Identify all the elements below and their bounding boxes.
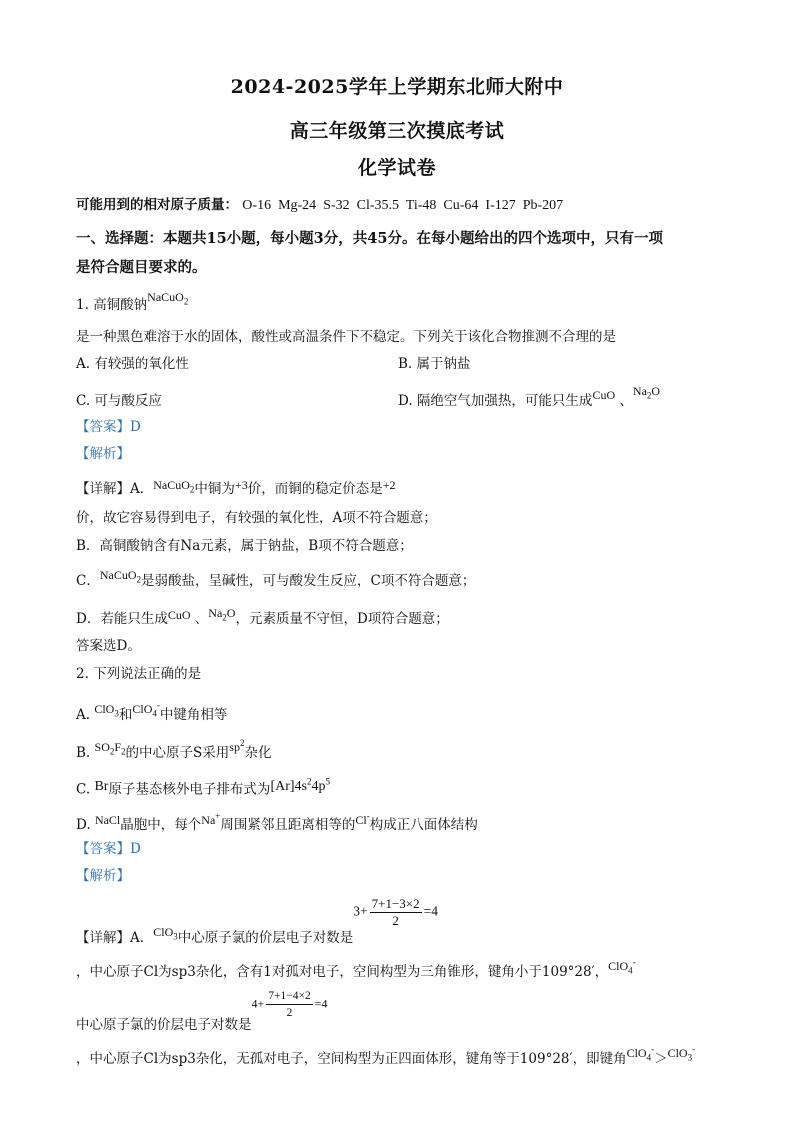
q2-analysis-label: 【解析】 (76, 868, 130, 884)
q2-option-a: A. ClO$_3$和ClO$_4$-中键角相等 (76, 700, 228, 723)
header-exam: 高三年级第三次摸底考试 (289, 120, 505, 142)
q1-detail-d: D．若能只生成CuO 、$Na_2O$，元素质量不守恒，D项符合题意； (76, 606, 449, 627)
section-heading: 一、选择题：本题共15小题，每小题3分，共45分。在每小题给出的四个选项中，只有一项 (76, 230, 663, 247)
q1-analysis-label: 【解析】 (76, 446, 130, 462)
q1-stem: 1. 高铜酸钠NaCuO$_2$ (76, 290, 189, 313)
header-school: 2024-2025学年上学期东北师大附中 (230, 76, 564, 98)
q1-option-c: C. 可与酸反应 (76, 393, 162, 409)
q1-conclusion: 答案选D。 (76, 638, 141, 654)
formula-fraction: 3+ $\frac{7+1-3\times 2}{2}$ =4 (353, 896, 439, 928)
q2-detail-a-line3: 中心原子氯的价层电子对数是4+ $\frac{7+1-4\times 2}{2}$ =4 (76, 990, 328, 1034)
q1-option-b: B. 属于钠盐 (398, 356, 471, 372)
q1-option-a: A. 有较强的氧化性 (76, 356, 189, 372)
q1-answer: 【答案】D (76, 419, 141, 435)
header-subject: 化学试卷 (357, 157, 436, 179)
section-heading-cont: 是符合题目要求的。 (76, 259, 207, 276)
q1-option-d: D. 隔绝空气加强热，可能只生成CuO 、$Na_2O$ (398, 384, 661, 409)
formula-fraction-2: 4+ $\frac{7+1-4\times 2}{2}$ =4 (251, 990, 328, 1019)
atomic-masses: 可能用到的相对原子质量： O-16 Mg-24 S-32 Cl-35.5 Ti-48 Cu-64 I-127 Pb-207 (76, 197, 564, 213)
q2-option-d: D. NaCl晶胞中，每个Na+周围紧邻且距离相等的Cl-构成正八面体结构 (76, 811, 478, 833)
q2-option-b: B. $SO_2F_2$的中心原子S采用$sp^2$杂化 (76, 738, 272, 761)
q1-detail-b: B．高铜酸钠含有Na元素，属于钠盐，B项不符合题意； (76, 538, 413, 554)
q1-detail-a-cont: 价，故它容易得到电子，有较强的氧化性，A项不符合题意； (76, 510, 437, 526)
q1-detail-a: 【详解】A．NaCuO$_2$中铜为+3价，而铜的稳定价态是+2 (76, 478, 396, 497)
q1-stem-cont: 是一种黑色难溶于水的固体，酸性或高温条件下不稳定。下列关于该化合物推测不合理的是 (76, 329, 616, 345)
q2-detail-a-line4: ，中心原子Cl为sp3杂化，无孤对电子，空间构型为正四面体形，键角等于109°28′，即键角ClO$_4$-＞ClO$_3$- (76, 1044, 696, 1067)
q2-detail-a: 【详解】A．ClO$_3$中心原子氯的价层电子对数是3+ $\frac{7+1-3\times 2}{2}$ =4 (76, 896, 439, 946)
q2-stem: 2. 下列说法正确的是 (76, 666, 202, 682)
q2-option-c: C. Br原子基态核外电子排布式为$[Ar]4s^24p^5$ (76, 776, 330, 798)
q2-answer: 【答案】D (76, 841, 141, 857)
q2-detail-a-line2: ，中心原子Cl为sp3杂化，含有1对孤对电子，空间构型为三角锥形，键角小于109°28′，ClO$_4$- (76, 957, 636, 980)
q1-detail-c: C．NaCuO$_2$是弱酸盐，呈碱性，可与酸发生反应，C项不符合题意； (76, 568, 476, 589)
